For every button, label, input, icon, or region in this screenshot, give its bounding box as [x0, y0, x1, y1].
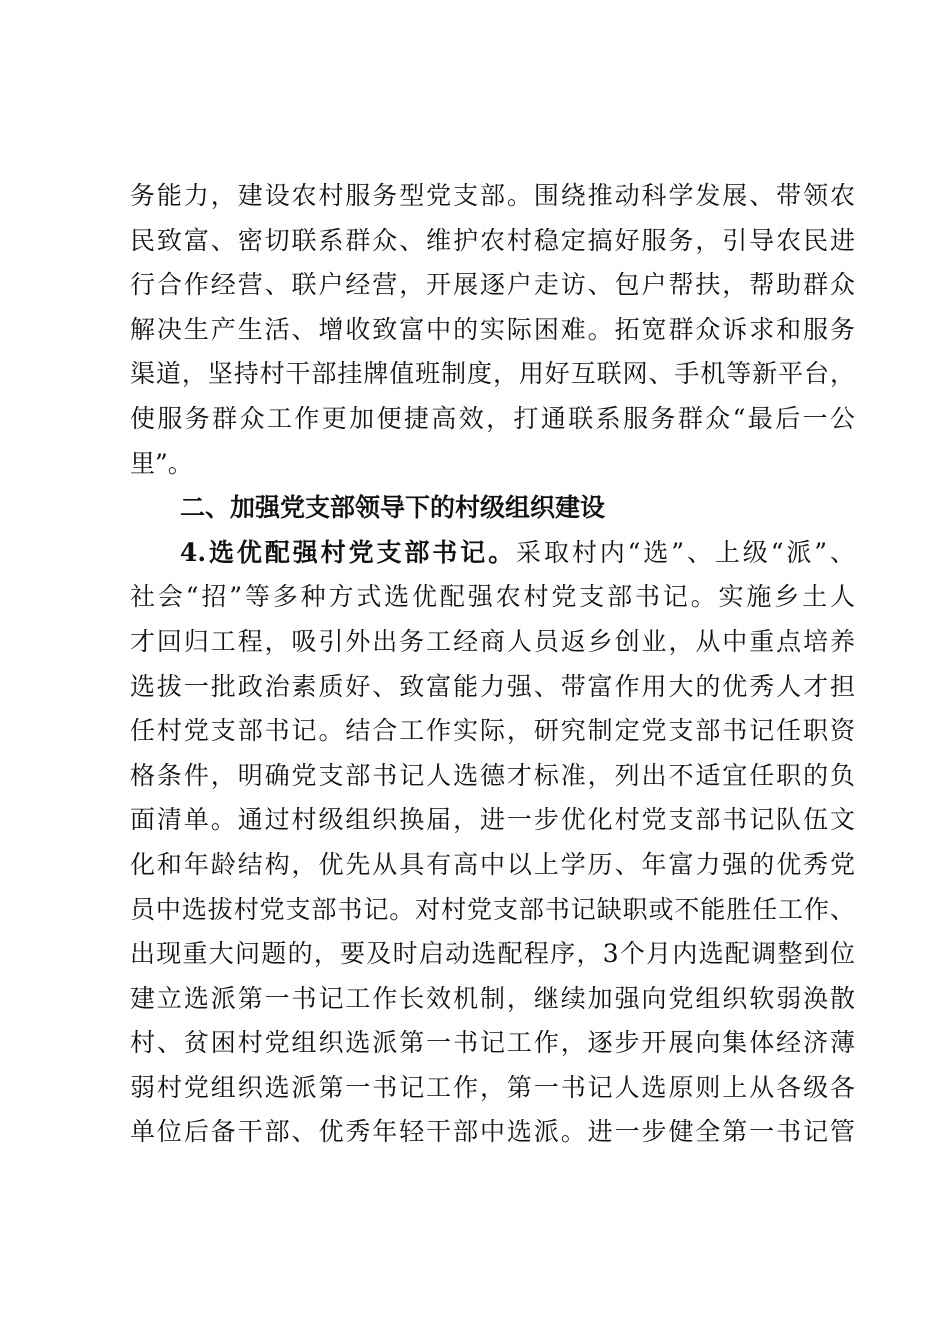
text-line: 弱村党组织选派第一书记工作，第一书记人选原则上从各级各	[130, 1072, 855, 1102]
text-line: 员中选拔村党支部书记。对村党支部书记缺职或不能胜任工作、	[130, 894, 855, 924]
text-line: 出现重大问题的，要及时启动选配程序，3个月内选配调整到位	[130, 939, 855, 969]
text-line: 建立选派第一书记工作长效机制，继续加强向党组织软弱涣散	[130, 983, 855, 1013]
text-line: 行合作经营、联户经营，开展逐户走访、包户帮扶，帮助群众	[130, 270, 855, 300]
text-line: 民致富、密切联系群众、维护农村稳定搞好服务，引导农民进	[130, 225, 855, 255]
text-line: 社会“招”等多种方式选优配强农村党支部书记。实施乡土人	[130, 582, 855, 612]
text-line: 解决生产生活、增收致富中的实际困难。拓宽群众诉求和服务	[130, 314, 855, 344]
section-heading: 二、加强党支部领导下的村级组织建设	[180, 493, 606, 523]
text-line: 才回归工程，吸引外出务工经商人员返乡创业，从中重点培养	[130, 626, 855, 656]
text-line: 渠道，坚持村干部挂牌值班制度，用好互联网、手机等新平台，	[130, 359, 855, 389]
text-line: 村、贫困村党组织选派第一书记工作，逐步开展向集体经济薄	[130, 1028, 855, 1058]
text-line: 选拔一批政治素质好、致富能力强、带富作用大的优秀人才担	[130, 671, 855, 701]
text-line-first	[130, 531, 855, 576]
text-line: 使服务群众工作更加便捷高效，打通联系服务群众“最后一公	[130, 403, 855, 433]
paragraph-party-secretary	[130, 531, 855, 1155]
text-line: 化和年龄结构，优先从具有高中以上学历、年富力强的优秀党	[130, 849, 855, 879]
text-line: 务能力，建设农村服务型党支部。围绕推动科学发展、带领农	[130, 181, 855, 210]
item-lead-title: 4.选优配强村党支部书记。	[180, 537, 517, 567]
text-line: 格条件，明确党支部书记人选德才标准，列出不适宜任职的负	[130, 760, 855, 790]
text-run: 采取村内“选”、上级“派”、	[516, 537, 855, 567]
paragraph-service	[130, 174, 855, 486]
text-line: 任村党支部书记。结合工作实际，研究制定党支部书记任职资	[130, 716, 855, 746]
text-line: 面清单。通过村级组织换届，进一步优化村党支部书记队伍文	[130, 805, 855, 835]
text-line: 里”。	[130, 448, 193, 478]
document-body	[130, 174, 855, 1155]
text-line: 单位后备干部、优秀年轻干部中选派。进一步健全第一书记管	[130, 1117, 855, 1147]
